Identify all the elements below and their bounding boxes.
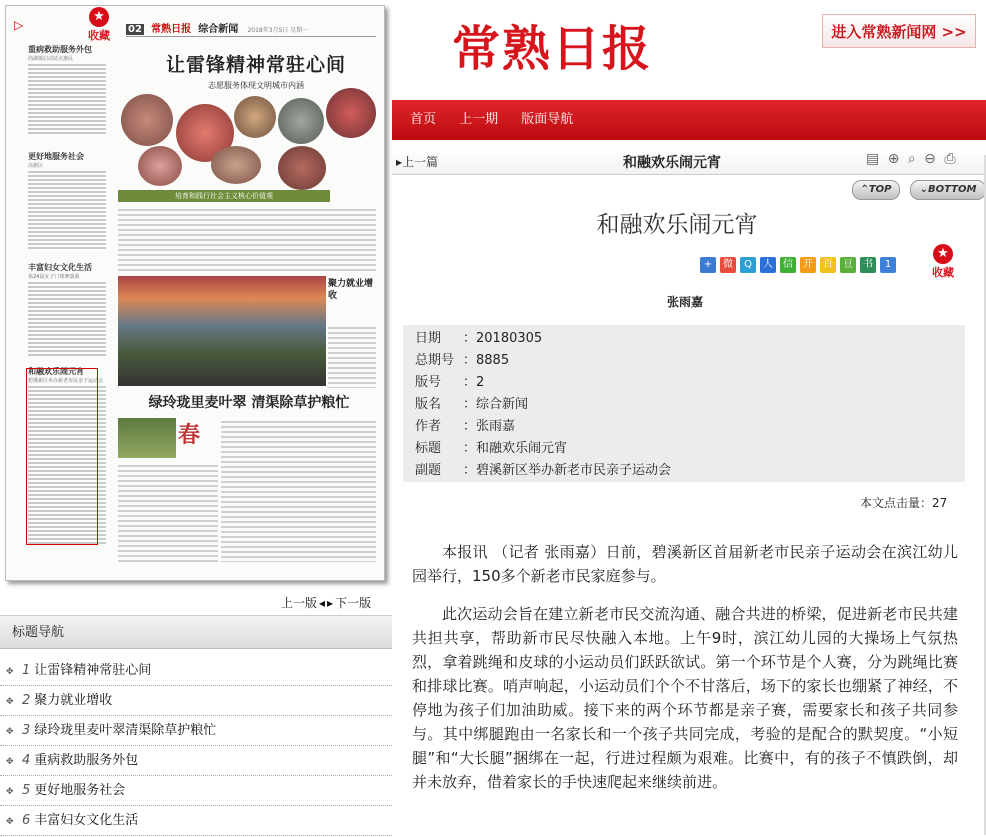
diamond-bullet-icon: ✥ <box>6 787 14 797</box>
share-more-icon[interactable]: + <box>700 257 716 273</box>
side-box-headline[interactable]: 聚力就业增收 <box>328 279 374 301</box>
newspaper-page-thumbnail[interactable] <box>5 5 385 581</box>
arrow-right-icon[interactable]: ▸ <box>327 596 334 610</box>
share-icons <box>700 252 900 273</box>
meta-row: 日期 ：20180305 <box>415 331 543 346</box>
section-strip: 培育和践行社会主义核心价值观 <box>118 190 330 202</box>
toolbar-article-title: 和融欢乐闹元宵 <box>623 155 721 171</box>
diamond-bullet-icon: ✥ <box>6 757 14 767</box>
article-meta-box <box>403 325 965 482</box>
photo-circle <box>234 96 276 138</box>
caret-up-icon: ⌃ <box>860 184 869 195</box>
article-text-block <box>221 418 376 562</box>
prev-page-link[interactable]: 上一版 <box>281 596 318 610</box>
diamond-bullet-icon: ✥ <box>6 697 14 707</box>
menu-home[interactable]: 首页 <box>410 112 437 127</box>
meta-row: 副题 ：碧溪新区举办新老市民亲子运动会 <box>415 463 672 478</box>
bottom-button[interactable]: ⌄BOTTOM <box>910 180 986 200</box>
click-count: 本文点击量：27 <box>860 496 948 510</box>
next-page-link[interactable]: 下一版 <box>335 596 372 610</box>
menu-page-nav[interactable]: 版面导航 <box>521 112 574 127</box>
document-icon[interactable]: ▤ <box>866 151 880 167</box>
bookmark-icon[interactable]: 书 <box>860 257 876 273</box>
wechat-icon[interactable]: 信 <box>780 257 796 273</box>
zoom-in-icon[interactable]: ⊕ <box>887 151 900 167</box>
meta-row: 作者 ：张雨嘉 <box>415 419 516 434</box>
count-icon[interactable]: 1 <box>880 257 896 273</box>
toc-item[interactable]: ✥ 3 绿玲珑里麦叶翠清渠除草护粮忙 <box>0 716 392 746</box>
photo-circle <box>278 98 324 144</box>
meta-row: 版名 ：综合新闻 <box>415 397 529 412</box>
article-paragraph: 本报讯 （记者 张雨嘉）日前，碧溪新区首届新老市民亲子运动会在滨江幼儿园举行，150多个新老市民家庭参与。 <box>412 543 958 585</box>
print-icon[interactable]: ⎙ <box>944 151 956 167</box>
weibo-icon[interactable]: 微 <box>720 257 736 273</box>
title-nav-header: 标题导航 <box>0 615 392 649</box>
star-icon: ★ <box>933 244 953 264</box>
favorite-page-button[interactable]: ★ 收藏 <box>88 9 110 42</box>
toc-item[interactable]: ✥ 6 丰富妇女文化生活 <box>0 806 392 836</box>
article-paragraph: 此次运动会旨在建立新老市民交流沟通、融合共进的桥梁，促进新老市民共建共担共享，帮助新市民尽快融入本地。上午9时，滨江幼儿园的大操场上气氛热烈，拿着跳绳和皮球的小运动员们跃跃欲试。第一个环节是个人赛，分为跳绳比赛和排球比赛。哨声响起，小运动员们个个不甘落后，场下的家长也绷紧了神经，不停地为孩子们加油助威。接下来的两个环节都是亲子赛，需要家长和孩子共同参与。其中绑腿跑由一名家长和一个孩子共同完成，考验的是配合的默契度。“小短腿”和“大长腿”捆绑在一起，行进过程颇为艰难。比赛中，有的孩子不慎跌倒，却并未放弃，借着家长的手快速爬起来继续前进。 <box>412 605 958 791</box>
side-article-3[interactable]: 丰富妇女文化生活 第24届女子门球赛落幕 <box>28 262 106 358</box>
prev-article-link[interactable]: ▸上一篇 <box>396 155 439 169</box>
top-button[interactable]: ⌃TOP <box>852 180 900 200</box>
diamond-bullet-icon: ✥ <box>6 727 14 737</box>
article-toolbar <box>392 148 986 175</box>
article-text-block <box>328 324 376 388</box>
toc-item[interactable]: ✥ 4 重病救助服务外包 <box>0 746 392 776</box>
diamond-bullet-icon: ✥ <box>6 667 14 677</box>
title-nav-list <box>0 656 392 836</box>
toc-item[interactable]: ✥ 2 聚力就业增收 <box>0 686 392 716</box>
baidu-icon[interactable]: 百 <box>820 257 836 273</box>
meta-row: 版号 ：2 <box>415 375 485 390</box>
photo-circle <box>278 146 326 190</box>
meta-row: 标题 ：和融欢乐闹元宵 <box>415 441 568 456</box>
photo-circle <box>211 146 261 184</box>
side-article-2[interactable]: 更好地服务社会 高新区 <box>28 151 106 251</box>
favorite-article-button[interactable]: ★ 收藏 <box>932 246 954 279</box>
masthead <box>392 0 986 100</box>
spring-graphic: 春 <box>178 423 201 448</box>
article-author: 张雨嘉 <box>666 295 703 309</box>
menu-previous-issue[interactable]: 上一期 <box>459 112 499 127</box>
toc-item[interactable]: ✥ 1 让雷锋精神常驻心间 <box>0 656 392 686</box>
go-news-site-button[interactable]: 进入常熟新闻网 >> <box>822 14 976 48</box>
page-main-headline[interactable]: 让雷锋精神常驻心间 <box>165 54 346 76</box>
article-title: 和融欢乐闹元宵 <box>596 212 758 238</box>
photo-circle <box>138 146 182 186</box>
newspaper-logo[interactable]: 常熟日报 <box>452 21 653 77</box>
toc-item[interactable]: ✥ 5 更好地服务社会 <box>0 776 392 806</box>
left-panel <box>0 0 392 835</box>
photo-circle <box>326 88 376 138</box>
page-header: 02 常熟日报 综合新闻 2018年3月5日 星期一 <box>126 20 376 37</box>
field-photo <box>118 418 176 458</box>
side-article-4[interactable]: 和融欢乐闹元宵 碧溪新区举办新老市民亲子运动会 <box>28 366 106 546</box>
tool-icons <box>864 151 958 167</box>
qzone-icon[interactable]: Q <box>740 257 756 273</box>
selected-article-highlight[interactable] <box>26 368 98 545</box>
page-pager <box>280 594 372 611</box>
photo-circle <box>121 94 173 146</box>
kaixin-icon[interactable]: 开 <box>800 257 816 273</box>
renren-icon[interactable]: 人 <box>760 257 776 273</box>
page-corner-icon: ▷ <box>14 18 24 32</box>
star-icon: ★ <box>89 7 109 27</box>
page-second-headline[interactable]: 绿玲珑里麦叶翠 清渠除草护粮忙 <box>148 395 350 411</box>
main-menu-bar <box>392 100 986 140</box>
zoom-out-icon[interactable]: ⊖ <box>924 151 936 167</box>
arrow-left-icon[interactable]: ◂ <box>319 596 326 610</box>
event-photo <box>118 276 326 386</box>
page-main-subheadline: 志愿服务体现文明城市内涵 <box>208 81 304 90</box>
douban-icon[interactable]: 豆 <box>840 257 856 273</box>
meta-row: 总期号 ：8885 <box>415 353 510 368</box>
diamond-bullet-icon: ✥ <box>6 817 14 827</box>
caret-down-icon: ⌄ <box>919 184 928 195</box>
article-text-block <box>118 462 218 562</box>
side-article-1[interactable]: 重病救助服务外包 尚湖镇启动试点惠民 <box>28 44 106 136</box>
search-icon[interactable]: ⌕ <box>907 151 916 167</box>
article-body <box>412 540 958 808</box>
arrow-left-icon: ▸ <box>396 155 403 169</box>
article-text-block <box>118 206 376 272</box>
